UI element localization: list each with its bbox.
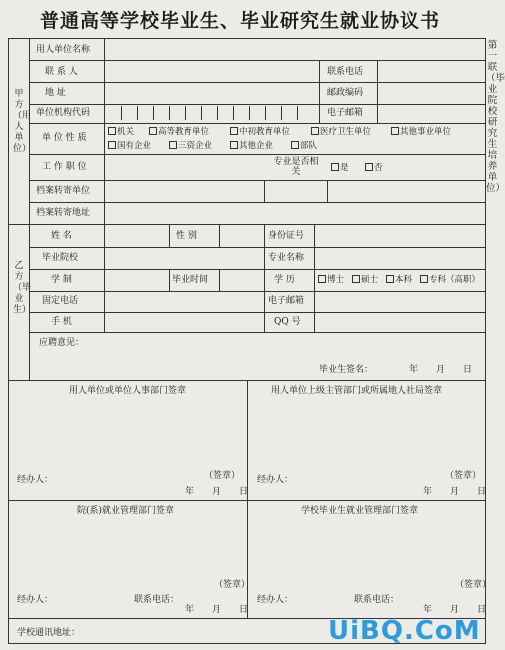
code-cell bbox=[169, 106, 180, 120]
col-line bbox=[377, 60, 378, 123]
code-cell bbox=[297, 106, 308, 120]
related-label: 专业是否相关 bbox=[273, 157, 319, 177]
col-line bbox=[327, 180, 328, 202]
code-cell bbox=[121, 106, 132, 120]
row-line bbox=[9, 224, 485, 225]
name-label: 姓 名 bbox=[51, 231, 72, 241]
degree-option[interactable]: 本科 bbox=[386, 275, 412, 285]
degree-label: 学 历 bbox=[274, 275, 295, 285]
mobile-label: 手 机 bbox=[51, 317, 72, 327]
checkbox-icon bbox=[331, 163, 339, 171]
col-line bbox=[169, 224, 170, 247]
row-line bbox=[29, 247, 485, 248]
major-label: 专业名称 bbox=[268, 253, 305, 263]
unit-name-label: 用人单位名称 bbox=[36, 45, 91, 55]
employer-hr-seal-title: 用人单位或单位人事部门签章 bbox=[69, 386, 187, 396]
nature-option[interactable]: 三资企业 bbox=[169, 141, 212, 151]
sign-date: 年 月 日 bbox=[423, 487, 487, 497]
sign-date: 年 月 日 bbox=[423, 605, 487, 615]
col-line bbox=[219, 269, 220, 291]
seal-label: （签章） bbox=[445, 471, 482, 481]
employer-super-seal-title: 用人单位上级主管部门或所属地人社局签章 bbox=[271, 386, 443, 396]
col-line bbox=[314, 224, 315, 332]
checkbox-icon bbox=[108, 127, 116, 135]
side-divider bbox=[29, 39, 30, 380]
checkbox-icon bbox=[318, 275, 326, 283]
checkbox-icon bbox=[365, 163, 373, 171]
grad-sign-date: 年 月 日 bbox=[409, 365, 473, 375]
seal-label: （签章） bbox=[455, 580, 492, 590]
handler-label: 经办人： bbox=[17, 475, 54, 485]
code-cell bbox=[137, 106, 148, 120]
archive-unit-label: 档案转寄单位 bbox=[36, 186, 91, 196]
row-line bbox=[29, 123, 485, 124]
id-label: 身份证号 bbox=[268, 231, 305, 241]
email-label: 电子邮箱 bbox=[327, 108, 364, 118]
org-code-label: 单位机构代码 bbox=[36, 108, 91, 118]
school-seal-title: 学校毕业生就业管理部门签章 bbox=[301, 506, 419, 516]
col-line bbox=[264, 224, 265, 332]
row-line bbox=[29, 291, 485, 292]
checkbox-icon bbox=[291, 141, 299, 149]
duration-label: 学 制 bbox=[51, 275, 72, 285]
b-email-label: 电子邮箱 bbox=[268, 296, 305, 306]
gender-label: 性 别 bbox=[176, 231, 197, 241]
nature-label: 单 位 性 质 bbox=[42, 133, 87, 143]
landline-label: 固定电话 bbox=[42, 296, 79, 306]
nature-option[interactable]: 高等教育单位 bbox=[149, 127, 209, 137]
checkbox-icon bbox=[391, 127, 399, 135]
school-address-label: 学校通讯地址： bbox=[17, 628, 81, 638]
copy-note: 第一联（毕业院校研究生培养单位） bbox=[486, 40, 505, 194]
degree-option[interactable]: 硕士 bbox=[352, 275, 378, 285]
party-a-label: 甲方（用人单位） bbox=[13, 89, 32, 154]
checkbox-icon bbox=[311, 127, 319, 135]
nature-option[interactable]: 其他事业单位 bbox=[391, 127, 451, 137]
dept-seal-title: 院(系)就业管理部门签章 bbox=[77, 506, 175, 516]
degree-option[interactable]: 博士 bbox=[318, 275, 344, 285]
position-label: 工 作 职 位 bbox=[42, 162, 87, 172]
checkbox-icon bbox=[149, 127, 157, 135]
code-cell bbox=[281, 106, 292, 120]
code-cell bbox=[217, 106, 228, 120]
school-label: 毕业院校 bbox=[42, 253, 79, 263]
grad-sign-label: 毕业生签名： bbox=[319, 365, 374, 375]
checkbox-icon bbox=[230, 141, 238, 149]
nature-option[interactable]: 国有企业 bbox=[108, 141, 151, 151]
checkbox-icon bbox=[386, 275, 394, 283]
row-line bbox=[29, 104, 485, 105]
col-line bbox=[219, 224, 220, 247]
code-cell bbox=[185, 106, 196, 120]
sign-date: 年 月 日 bbox=[185, 605, 249, 615]
handler-label: 经办人： bbox=[257, 475, 294, 485]
row-line bbox=[29, 180, 485, 181]
seal-label: （签章） bbox=[204, 471, 241, 481]
checkbox-icon bbox=[169, 141, 177, 149]
col-line bbox=[319, 60, 320, 123]
row-line bbox=[29, 202, 485, 203]
related-no[interactable]: 否 bbox=[365, 163, 383, 173]
row-line bbox=[29, 82, 485, 83]
row-line bbox=[29, 312, 485, 313]
col-line bbox=[264, 180, 265, 202]
nature-option[interactable]: 中初教育单位 bbox=[230, 127, 290, 137]
nature-option[interactable]: 机关 bbox=[108, 127, 134, 137]
checkbox-icon bbox=[230, 127, 238, 135]
row-line bbox=[29, 269, 485, 270]
row-line bbox=[29, 154, 485, 155]
qq-label: QQ 号 bbox=[274, 317, 301, 327]
contact-phone-label: 联系电话： bbox=[354, 595, 400, 605]
address-label: 地 址 bbox=[45, 88, 66, 98]
row-line bbox=[29, 60, 485, 61]
nature-option[interactable]: 医疗卫生单位 bbox=[311, 127, 371, 137]
checkbox-icon bbox=[420, 275, 428, 283]
code-cell bbox=[249, 106, 260, 120]
handler-label: 经办人： bbox=[17, 595, 54, 605]
party-b-label: 乙方（毕业生） bbox=[13, 261, 32, 315]
nature-option[interactable]: 部队 bbox=[291, 141, 317, 151]
related-yes[interactable]: 是 bbox=[331, 163, 349, 173]
opinion-label: 应聘意见： bbox=[39, 338, 85, 348]
handler-label: 经办人： bbox=[257, 595, 294, 605]
watermark: UiBQ.CoM bbox=[328, 616, 481, 646]
seal-label: （签章） bbox=[214, 580, 251, 590]
agreement-form bbox=[8, 38, 492, 644]
sign-date: 年 月 日 bbox=[185, 487, 249, 497]
contact-phone-label: 联系电话： bbox=[134, 595, 180, 605]
code-cell bbox=[265, 106, 276, 120]
nature-option[interactable]: 其他企业 bbox=[230, 141, 273, 151]
code-cell bbox=[153, 106, 164, 120]
phone-label: 联系电话 bbox=[327, 67, 364, 77]
col-line bbox=[104, 224, 105, 332]
degree-option[interactable]: 专科（高职） bbox=[420, 275, 480, 285]
code-cell bbox=[201, 106, 212, 120]
checkbox-icon bbox=[108, 141, 116, 149]
grad-time-label: 毕业时间 bbox=[172, 275, 209, 285]
code-cell bbox=[233, 106, 244, 120]
col-line bbox=[104, 39, 105, 224]
document-title: 普通高等学校毕业生、毕业研究生就业协议书 bbox=[39, 10, 440, 32]
postcode-label: 邮政编码 bbox=[327, 88, 364, 98]
archive-address-label: 档案转寄地址 bbox=[36, 208, 91, 218]
row-line bbox=[29, 332, 485, 333]
col-line bbox=[169, 269, 170, 291]
checkbox-icon bbox=[352, 275, 360, 283]
contact-label: 联 系 人 bbox=[45, 67, 78, 77]
